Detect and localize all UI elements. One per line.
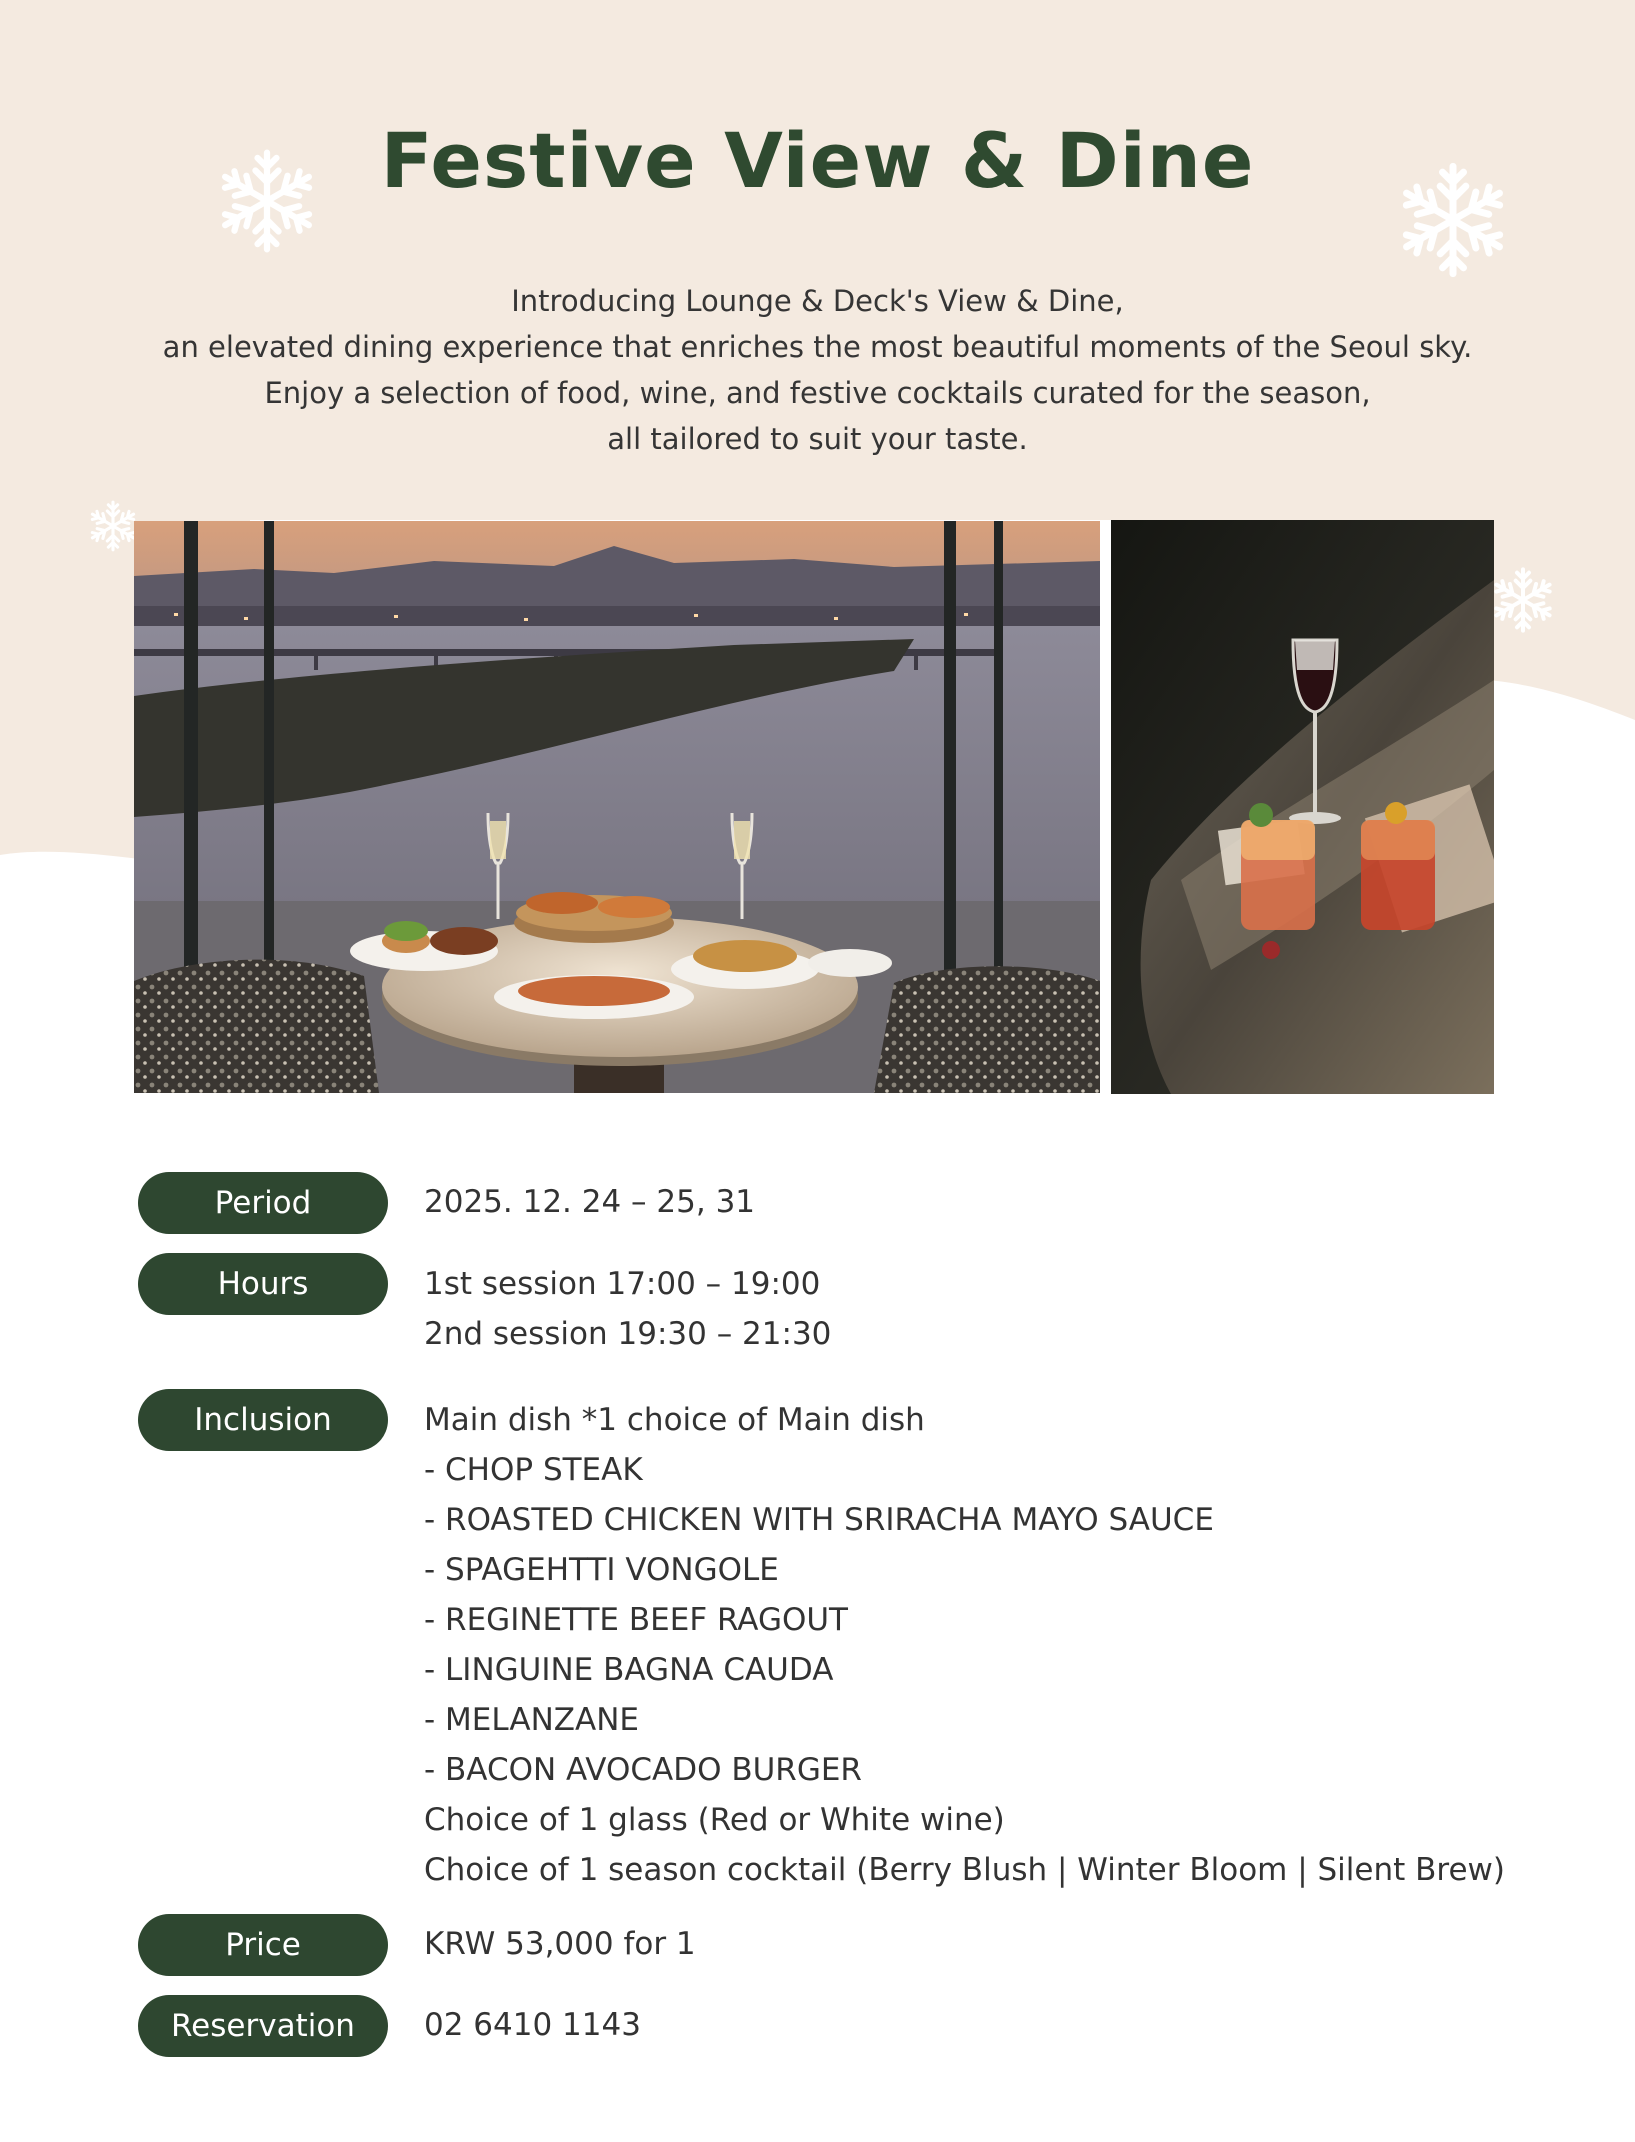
intro-line: Introducing Lounge & Deck's View & Dine, (511, 284, 1124, 318)
hours-line: 1st session 17:00 – 19:00 (424, 1266, 821, 1302)
inclusion-line: Choice of 1 glass (Red or White wine) (424, 1802, 1005, 1838)
hours-value (424, 1259, 831, 1359)
hours-line: 2nd session 19:30 – 21:30 (424, 1316, 832, 1352)
intro-line: all tailored to suit your taste. (607, 422, 1028, 456)
inclusion-line: Main dish *1 choice of Main dish (424, 1402, 925, 1438)
cocktail-photo (1111, 520, 1494, 1094)
inclusion-line: - BACON AVOCADO BURGER (424, 1752, 862, 1788)
inclusion-line: - CHOP STEAK (424, 1452, 643, 1488)
inclusion-line: - LINGUINE BAGNA CAUDA (424, 1652, 834, 1688)
reservation-phone: 02 6410 1143 (424, 2007, 641, 2043)
inclusion-line: - ROASTED CHICKEN WITH SRIRACHA MAYO SAUCE (424, 1502, 1214, 1538)
inclusion-line: - SPAGEHTTI VONGOLE (424, 1552, 779, 1588)
page-title: Festive View & Dine (380, 116, 1255, 205)
hours-label: Hours (138, 1253, 388, 1315)
price-label: Price (138, 1914, 388, 1976)
period-label: Period (138, 1172, 388, 1234)
snowflake-icon (1483, 560, 1563, 640)
inclusion-label: Inclusion (138, 1389, 388, 1451)
price-value: KRW 53,000 for 1 (424, 1926, 696, 1962)
intro-line: Enjoy a selection of food, wine, and festive cocktails curated for the season, (264, 376, 1371, 410)
intro-text (0, 278, 1635, 462)
reservation-label: Reservation (138, 1995, 388, 2057)
inclusion-value (424, 1395, 1505, 1895)
inclusion-line: - REGINETTE BEEF RAGOUT (424, 1602, 848, 1638)
inclusion-line: - MELANZANE (424, 1702, 639, 1738)
main-dining-photo (134, 521, 1100, 1093)
intro-line: an elevated dining experience that enriches the most beautiful moments of the Seoul sky. (162, 330, 1473, 364)
period-value: 2025. 12. 24 – 25, 31 (424, 1184, 756, 1220)
inclusion-line: Choice of 1 season cocktail (Berry Blush | Winter Bloom | Silent Brew) (424, 1852, 1505, 1888)
